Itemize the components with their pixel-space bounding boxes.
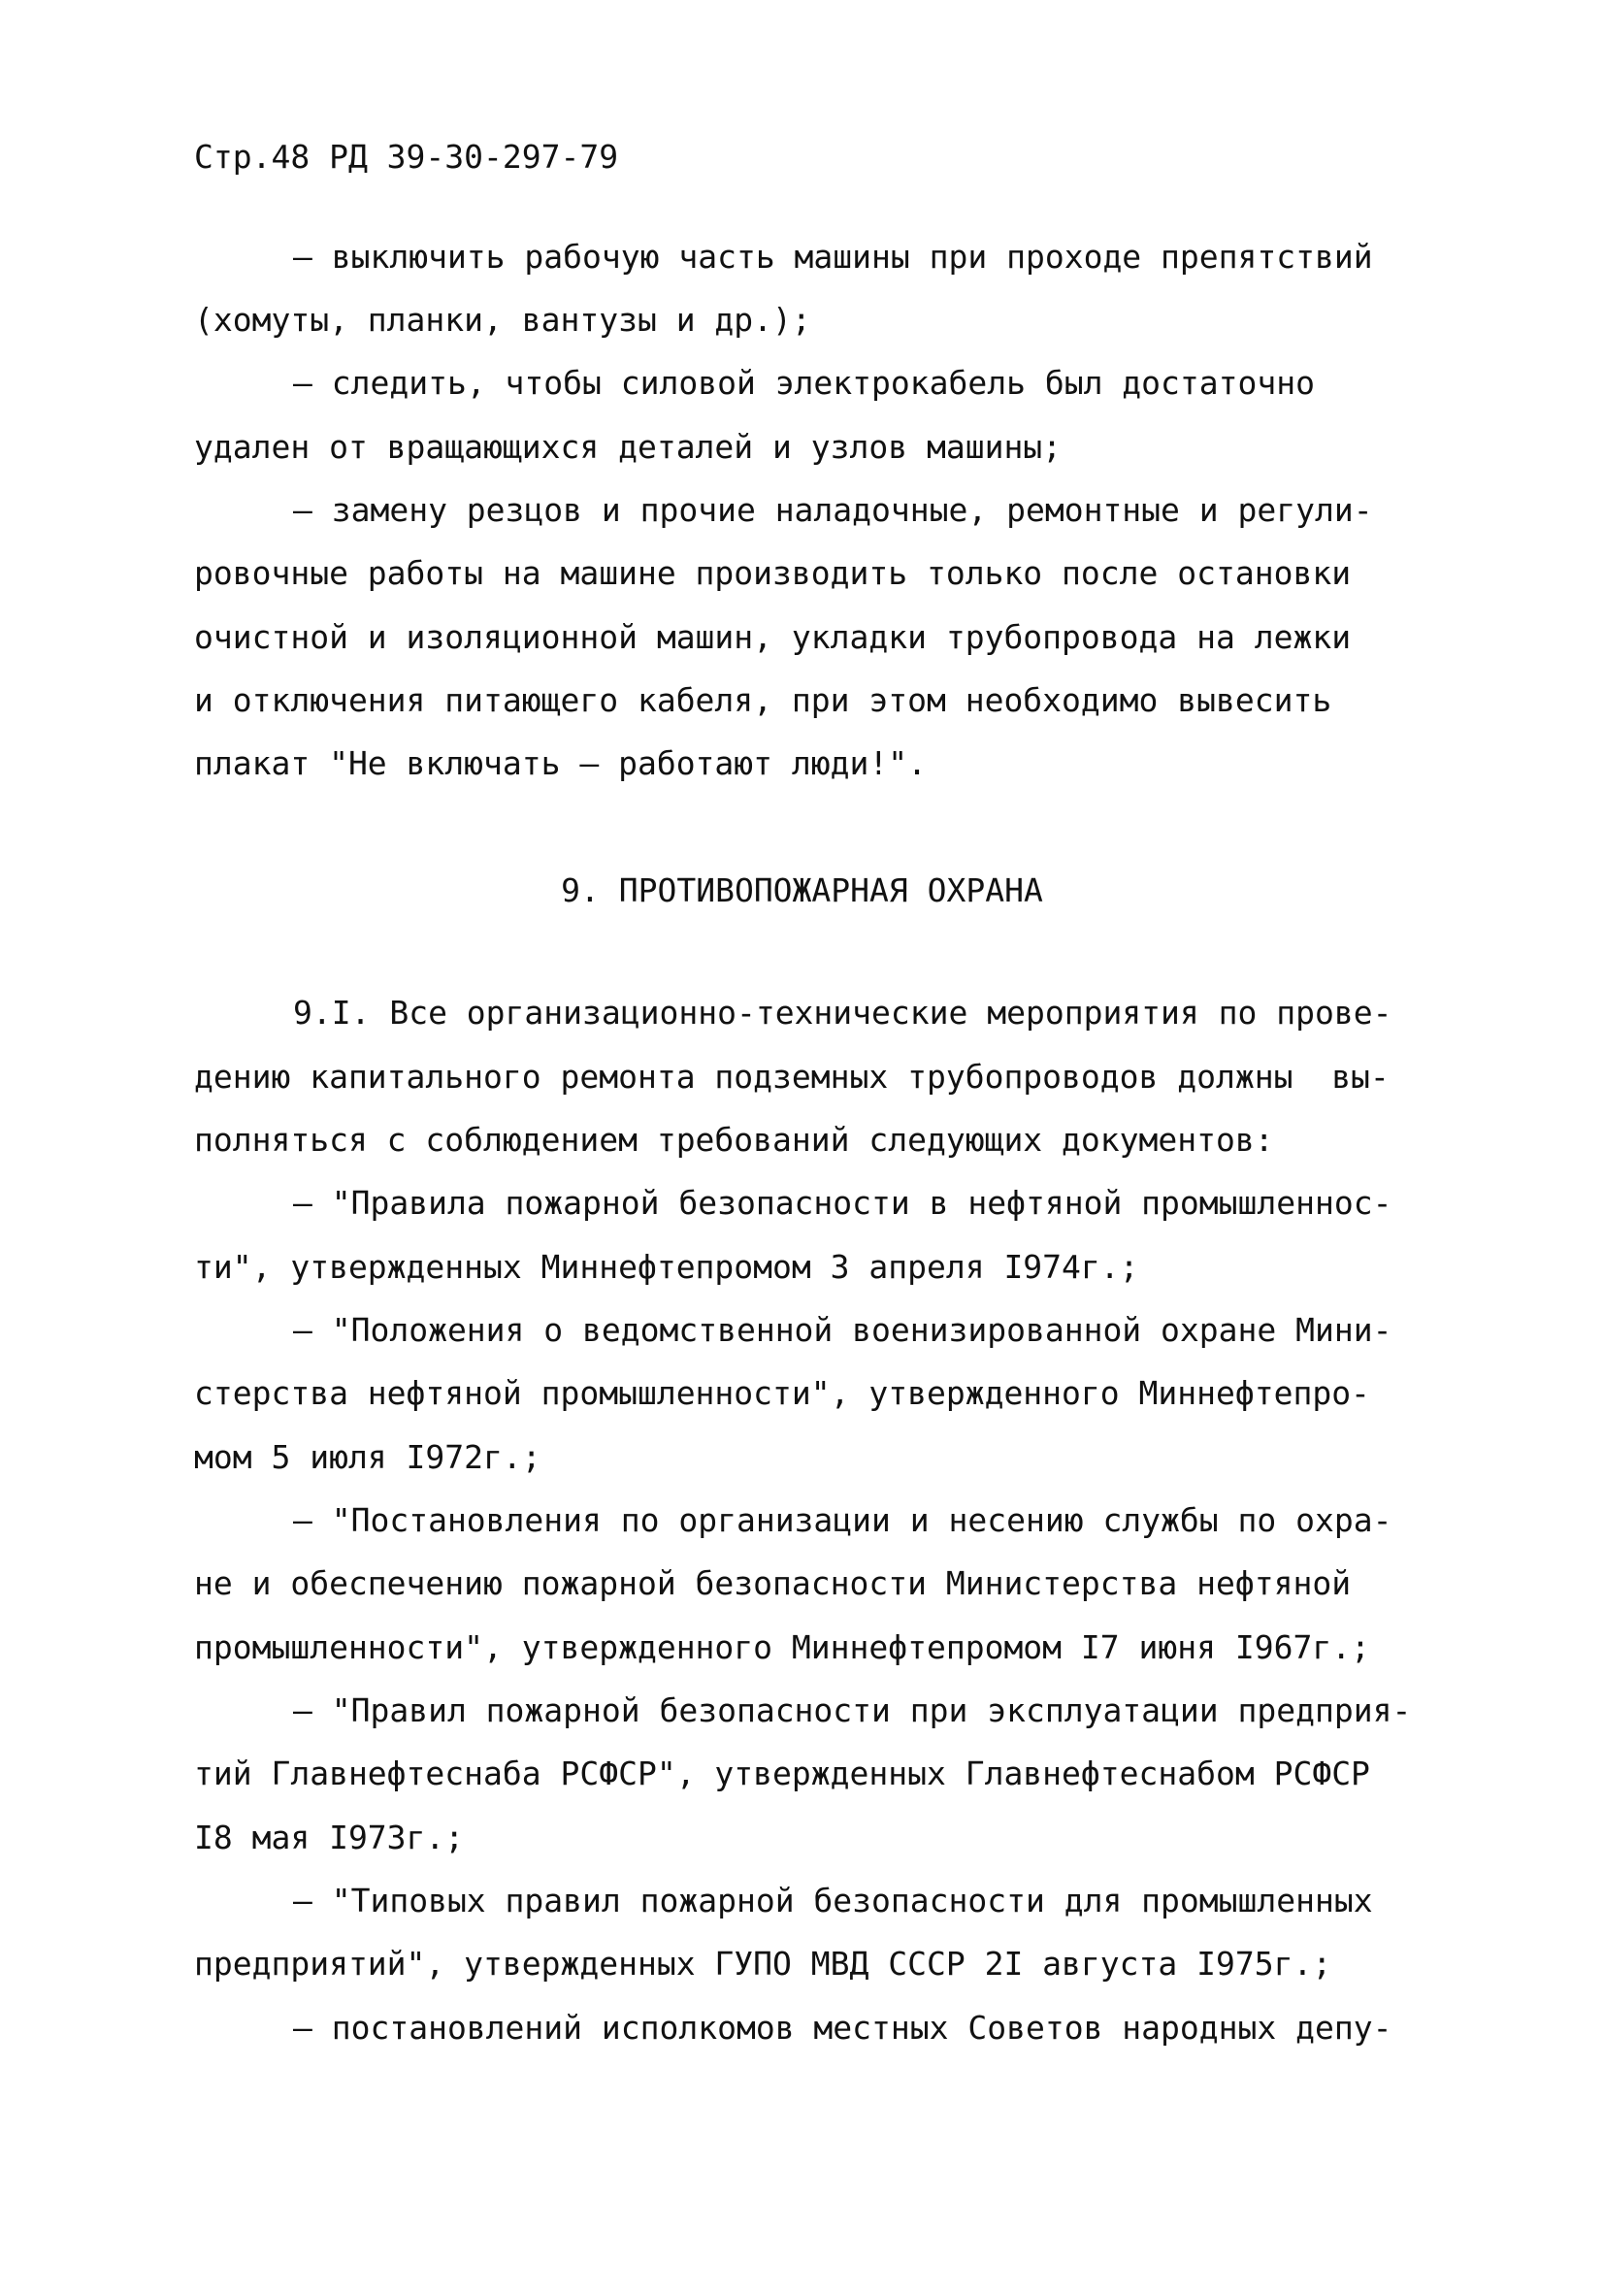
page-header: Стр.48 РД 39-30-297-79	[194, 138, 619, 176]
text-line: не и обеспечению пожарной безопасности Министерства нефтяной	[194, 1564, 1352, 1602]
section-heading: 9. ПРОТИВОПОЖАРНАЯ ОХРАНА	[561, 871, 1043, 909]
text-line: ти", утвержденных Миннефтепромом 3 апреля I974г.;	[194, 1248, 1139, 1286]
text-line: и отключения питающего кабеля, при этом необходимо вывесить	[194, 681, 1332, 719]
text-line: мом 5 июля I972г.;	[194, 1438, 541, 1476]
text-line: (хомуты, планки, вантузы и др.);	[194, 301, 811, 339]
text-line: ровочные работы на машине производить только после остановки	[194, 554, 1352, 592]
text-line: плакат "Не включать – работают люди!".	[194, 744, 927, 782]
text-line: тий Главнефтеснаба РСФСР", утвержденных Главнефтеснабом РСФСР	[194, 1755, 1370, 1792]
text-line: полняться с соблюдением требований следующих документов:	[194, 1121, 1274, 1159]
text-line: очистной и изоляционной машин, укладки трубопровода на лежки	[194, 618, 1352, 656]
text-line: – "Типовых правил пожарной безопасности для промышленных	[293, 1882, 1373, 1919]
text-line: – "Положения о ведомственной военизированной охране Мини-	[293, 1311, 1392, 1349]
text-line: 9.I. Все организационно-технические мероприятия по прове-	[293, 994, 1392, 1032]
text-line: удален от вращающихся деталей и узлов машины;	[194, 428, 1063, 466]
text-line: – "Правила пожарной безопасности в нефтяной промышленнос-	[293, 1184, 1392, 1222]
text-line: стерства нефтяной промышленности", утвержденного Миннефтепро-	[194, 1374, 1370, 1412]
text-line: – постановлений исполкомов местных Советов народных депу-	[293, 2009, 1392, 2047]
text-line: – замену резцов и прочие наладочные, ремонтные и регули-	[293, 491, 1373, 529]
text-line: предприятий", утвержденных ГУПО МВД СССР 2I августа I975г.;	[194, 1945, 1332, 1983]
text-line: дению капитального ремонта подземных трубопроводов должны вы-	[194, 1058, 1390, 1096]
text-line: – "Постановления по организации и несению службы по охра-	[293, 1501, 1392, 1539]
text-line: I8 мая I973г.;	[194, 1819, 465, 1856]
text-line: – следить, чтобы силовой электрокабель был достаточно	[293, 364, 1315, 402]
text-line: промышленности", утвержденного Миннефтепромом I7 июня I967г.;	[194, 1628, 1370, 1666]
text-line: – выключить рабочую часть машины при проходе препятствий	[293, 238, 1373, 276]
text-line: – "Правил пожарной безопасности при эксплуатации предприя-	[293, 1691, 1412, 1729]
